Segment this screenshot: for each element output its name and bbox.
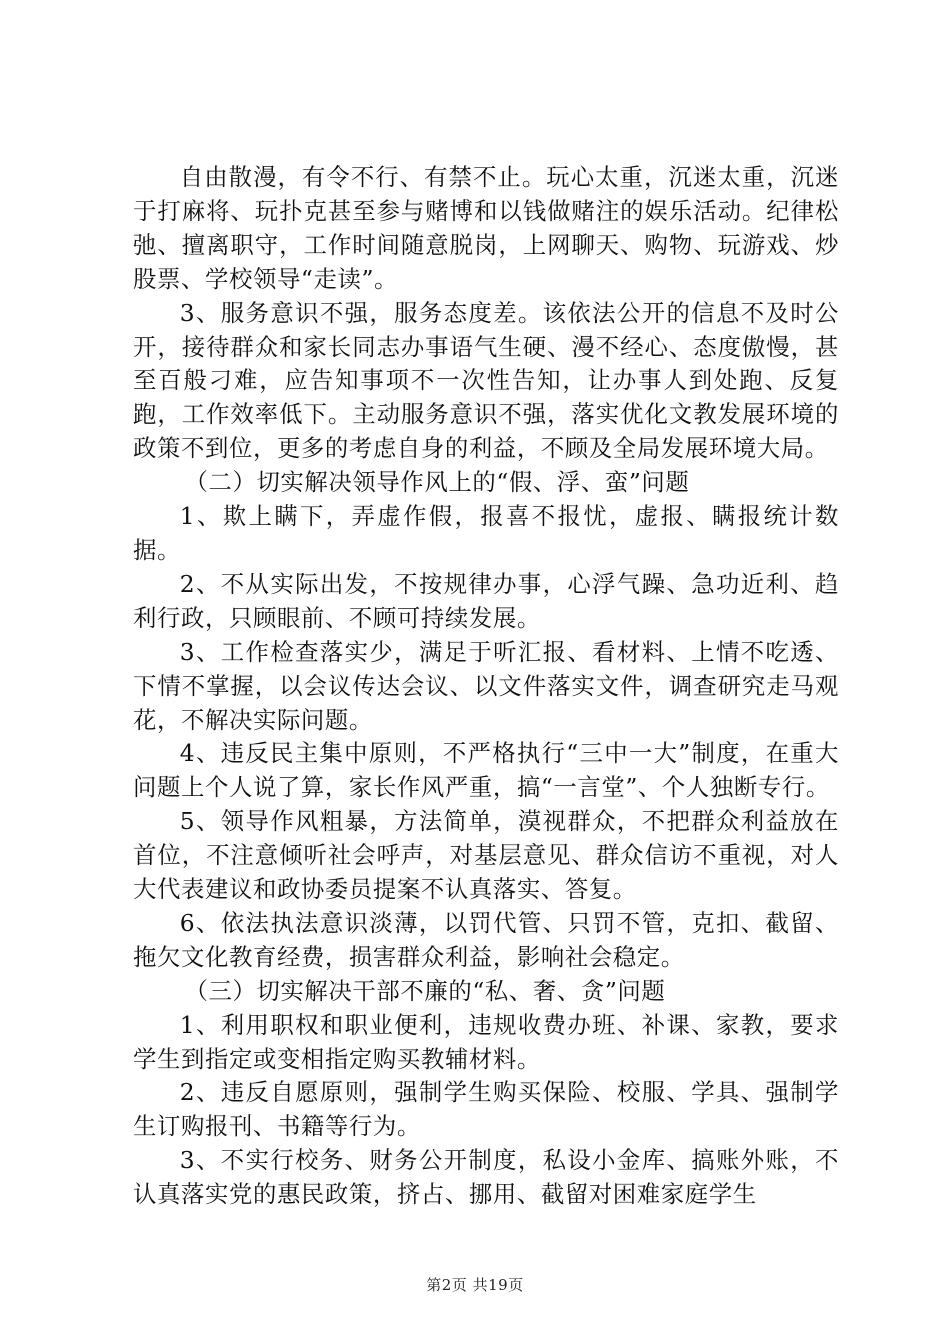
paragraph-item-1: 1、欺上瞒下，弄虚作假，报喜不报忧，虚报、瞒报统计数据。 [133, 502, 839, 564]
paragraph-item-4: 4、违反民主集中原则，不严格执行“三中一大”制度，在重大问题上个人说了算，家长作风严重，搞“一言堂”、个人独断专行。 [133, 739, 839, 802]
paragraph-item-3: 3、工作检查落实少，满足于听汇报、看材料、上情不吃透、下情不掌握，以会议传达会议、以文件落实文件，调查研究走马观花，不解决实际问题。 [133, 637, 839, 734]
paragraph-discipline: 自由散漫，有令不行、有禁不止。玩心太重，沉迷太重，沉迷于打麻将、玩扑克甚至参与赌博和以钱做赌注的娱乐活动。纪律松弛、擅离职守，工作时间随意脱岗，上网聊天、购物、玩游戏、炒股票、学校领导“走读”。 [133, 163, 839, 293]
paragraph-item-2b: 2、违反自愿原则，强制学生购买保险、校服、学具、强制学生订购报刊、书籍等行为。 [133, 1078, 839, 1141]
document-body [133, 161, 839, 1212]
paragraph-item-6: 6、依法执法意识淡薄，以罚代管、只罚不管，克扣、截留、拖欠文化教育经费，损害群众利益，影响社会稳定。 [133, 908, 839, 971]
paragraph-service-attitude: 3、服务意识不强，服务态度差。该依法公开的信息不及时公开，接待群众和家长同志办事语气生硬、漫不经心、态度傲慢，甚至百般刁难，应告知事项不一次性告知，让办事人到处跑、反复跑，工作效率低下。主动服务意识不强，落实优化文教发展环境的政策不到位，更多的考虑自身的利益，不顾及全局发展环境大局。 [133, 298, 839, 463]
paragraph-item-5: 5、领导作风粗暴，方法简单，漠视群众，不把群众利益放在首位，不注意倾听社会呼声，对基层意见、群众信访不重视，对人大代表建议和政协委员提案不认真落实、答复。 [133, 807, 839, 904]
section-heading-leadership-style: （二）切实解决领导作风上的“假、浮、蛮”问题 [184, 468, 690, 497]
paragraph-item-3b: 3、不实行校务、财务公开制度，私设小金库、搞账外账，不认真落实党的惠民政策，挤占、挪用、截留对困难家庭学生 [133, 1146, 839, 1209]
page-number-footer: 第2页 共19页 [426, 1276, 524, 1294]
section-heading-integrity: （三）切实解决干部不廉的“私、奢、贪”问题 [184, 976, 666, 1005]
paragraph-item-2: 2、不从实际出发，不按规律办事，心浮气躁、急功近利、趋利行政，只顾眼前、不顾可持续发展。 [133, 569, 839, 632]
paragraph-item-1b: 1、利用职权和职业便利，违规收费办班、补课、家教，要求学生到指定或变相指定购买教辅材料。 [133, 1010, 839, 1073]
